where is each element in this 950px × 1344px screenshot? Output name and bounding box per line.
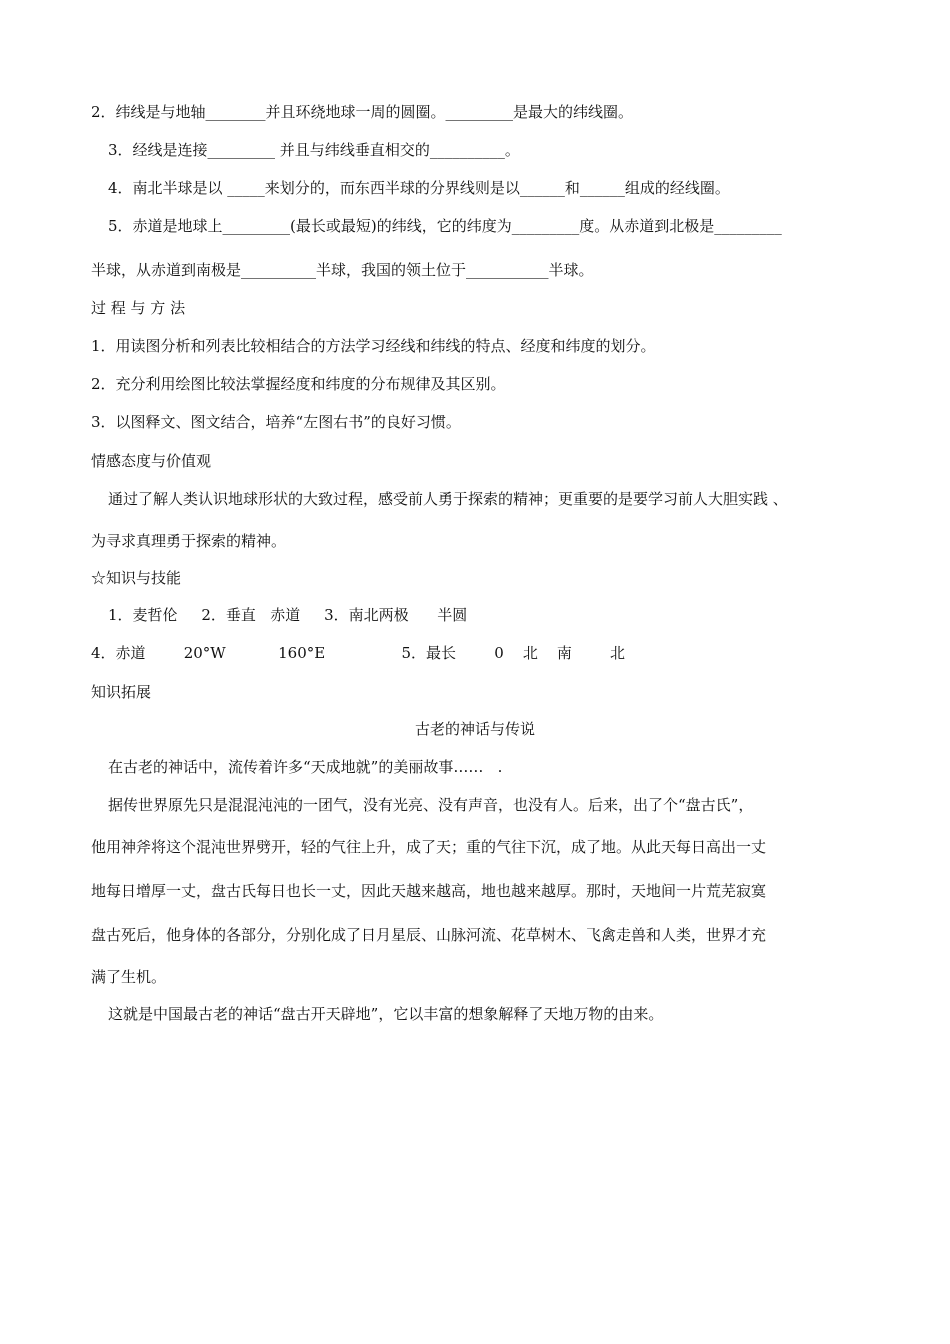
answers-row2: 4．赤道 20°W 160°E 5．最长 0 北 南 北 [91, 644, 626, 662]
story-paragraph-2-line: 满了生机。 [91, 968, 167, 986]
story-paragraph-2-line: 地每日增厚一丈，盘古氏每日也长一丈，因此天越来越高，地也越来越厚。那时，天地间一片荒芜寂寞 [91, 882, 767, 900]
attitude-line1: 通过了解人类认识地球形状的大致过程，感受前人勇于探索的精神；更重要的是要学习前人大胆实践 、 [108, 490, 788, 508]
process-item: 2．充分利用绘图比较法掌握经度和纬度的分布规律及其区别。 [91, 375, 506, 393]
question-3: 3．经线是连接_________ 并且与纬线垂直相交的__________。 [108, 141, 520, 159]
process-item: 1．用读图分析和列表比较相结合的方法学习经线和纬线的特点、经度和纬度的划分。 [91, 337, 656, 355]
attitude-line2: 为寻求真理勇于探索的精神。 [91, 532, 287, 550]
question-4: 4．南北半球是以 _____来划分的，而东西半球的分界线则是以______和______组成的经线圈。 [108, 179, 730, 197]
story-paragraph-2-line: 盘古死后，他身体的各部分，分别化成了日月星辰、山脉河流、花草树木、飞禽走兽和人类，世界才充 [91, 926, 767, 944]
question-2: 2．纬线是与地轴________并且环绕地球一周的圆圈。_________是最大的纬线圈。 [91, 103, 634, 121]
question-5-line1: 5．赤道是地球上_________(最长或最短)的纬线，它的纬度为_________度。从赤道到北极是_________ [108, 217, 782, 235]
story-title: 古老的神话与传说 [414, 720, 535, 738]
extension-heading: 知识拓展 [91, 683, 152, 701]
story-paragraph-3: 这就是中国最古老的神话“盘古开天辟地”，它以丰富的想象解释了天地万物的由来。 [108, 1005, 664, 1023]
answers-row1: 1．麦哲伦 2．垂直 赤道 3．南北两极 半圆 [108, 606, 468, 624]
process-heading: 过 程 与 方 法 [91, 299, 186, 317]
answers-heading: ☆知识与技能 [91, 569, 182, 587]
story-paragraph-2-line: 据传世界原先只是混混沌沌的一团气，没有光亮、没有声音，也没有人。后来，出了个“盘古氏”， [108, 796, 754, 814]
story-paragraph-1: 在古老的神话中，流传着许多“天成地就”的美丽故事…… . [108, 758, 503, 776]
process-item: 3．以图释文、图文结合，培养“左图右书”的良好习惯。 [91, 413, 461, 431]
story-paragraph-2-line: 他用神斧将这个混沌世界劈开，轻的气往上升，成了天；重的气往下沉，成了地。从此天每日高出一丈 [91, 838, 767, 856]
attitude-heading: 情感态度与价值观 [91, 452, 212, 470]
question-5-line2: 半球，从赤道到南极是__________半球，我国的领土位于___________半球。 [91, 261, 594, 279]
